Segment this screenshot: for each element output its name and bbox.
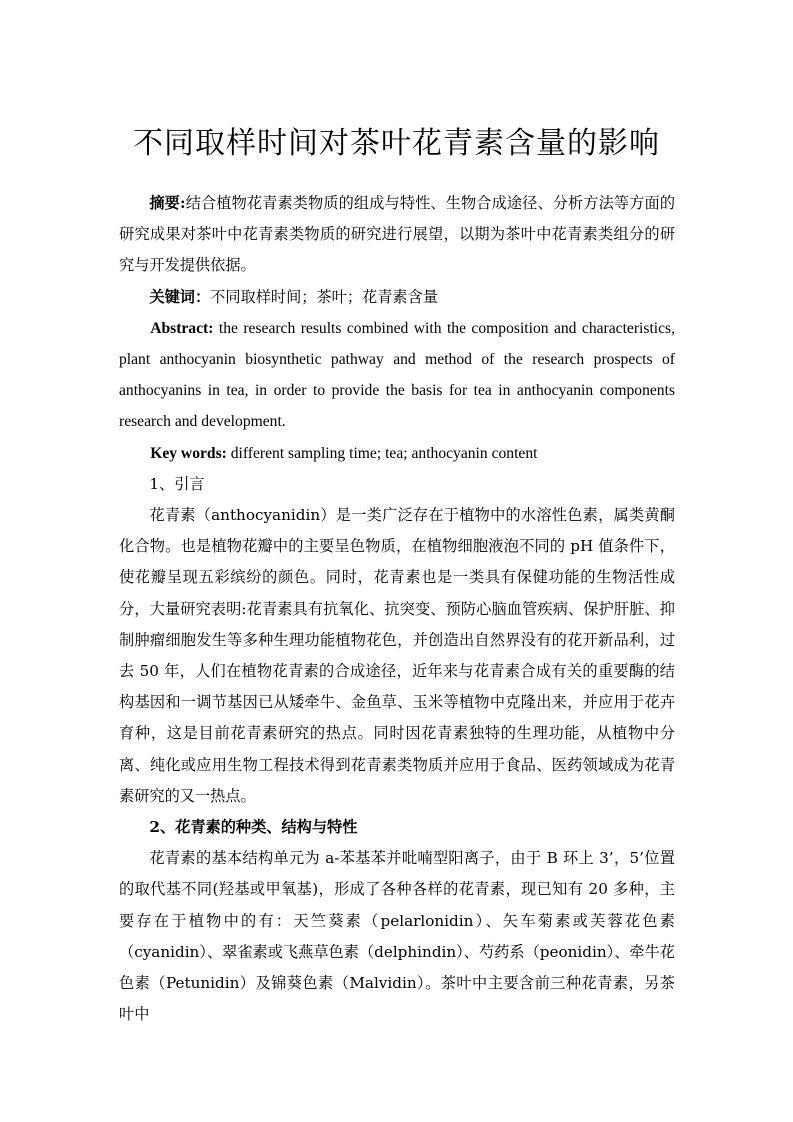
abstract-en — [119, 313, 675, 438]
abstract-cn-label: 摘要: — [149, 194, 186, 212]
abstract-cn — [119, 188, 675, 282]
abstract-cn-text: 结合植物花青素类物质的组成与特性、生物合成途径、分析方法等方面的研究成果对茶叶中花青素类物质的研究进行展望，以期为茶叶中花青素类组分的研究与开发提供依据。 — [119, 194, 676, 275]
section-1-heading: 1、引言 — [149, 474, 205, 493]
keywords-cn-label: 关键词： — [149, 287, 211, 306]
abstract-en-label: Abstract: — [150, 319, 214, 337]
section-1-paragraph: 花青素（anthocyanidin）是一类广泛存在于植物中的水溶性色素，属类黄酮化合物。也是植物花瓣中的主要呈色物质，在植物细胞液泡不同的 pH 值条件下，使花瓣呈现五彩缤纷的颜色。同时，花青素也是一类具有保健功能的生物活性成分，大量研究表明:花青素具有抗氧化、抗突变、预防心脑血管疾病、保护肝脏、抑制肿瘤细胞发生等多种生理功能植物花色，并创造出自然界没有的花开新品利，过去 50 年，人们在植物花青素的合成途径，近年来与花青素合成有关的重要酶的结构基因和一调节基因已从矮牵牛、金鱼草、玉米等植物中克隆出来，并应用于花卉育种，这是目前花青素研究的热点。同时因花青素独特的生理功能，从植物中分离、纯化或应用生物工程技术得到花青素类物质并应用于食品、医药领域成为花青素研究的又一热点。 — [119, 506, 675, 805]
keywords-en-text: different sampling time; tea; anthocyanin content — [226, 444, 538, 462]
keywords-en — [119, 438, 675, 469]
section-2-heading: 2、花青素的种类、结构与特性 — [149, 818, 358, 837]
section-2-paragraph: 花青素的基本结构单元为 a-苯基苯并吡喃型阳离子，由于 B 环上 3’，5’位置的取代基不同(羟基或甲氧基)，形成了各种各样的花青素，现已知有 20 多种，主要存在于植物中的有：天竺葵素（pelarlonidin）、矢车菊素或芙蓉花色素（cyanidin）、翠雀素或飞燕草色素（delphindin）、芍药系（peonidin）、牵牛花色素（Petunidin）及锦葵色素（Malvidin）。茶叶中主要含前三种花青素，另茶叶中 — [119, 849, 675, 1024]
abstract-en-text: the research results combined with the composition and characteristics, plant anthocyanin biosynthetic pathway and method of the research prospects of anthocyanins in tea, in order to provide the basis for tea in anthocyanin components research and development. — [119, 319, 675, 431]
paper-title: 不同取样时间对茶叶花青素含量的影响 — [133, 126, 660, 161]
keywords-cn — [119, 282, 675, 313]
paper-body — [119, 188, 675, 1030]
keywords-en-label: Key words: — [150, 444, 227, 462]
keywords-cn-text: 不同取样时间；茶叶；花青素含量 — [210, 287, 438, 306]
